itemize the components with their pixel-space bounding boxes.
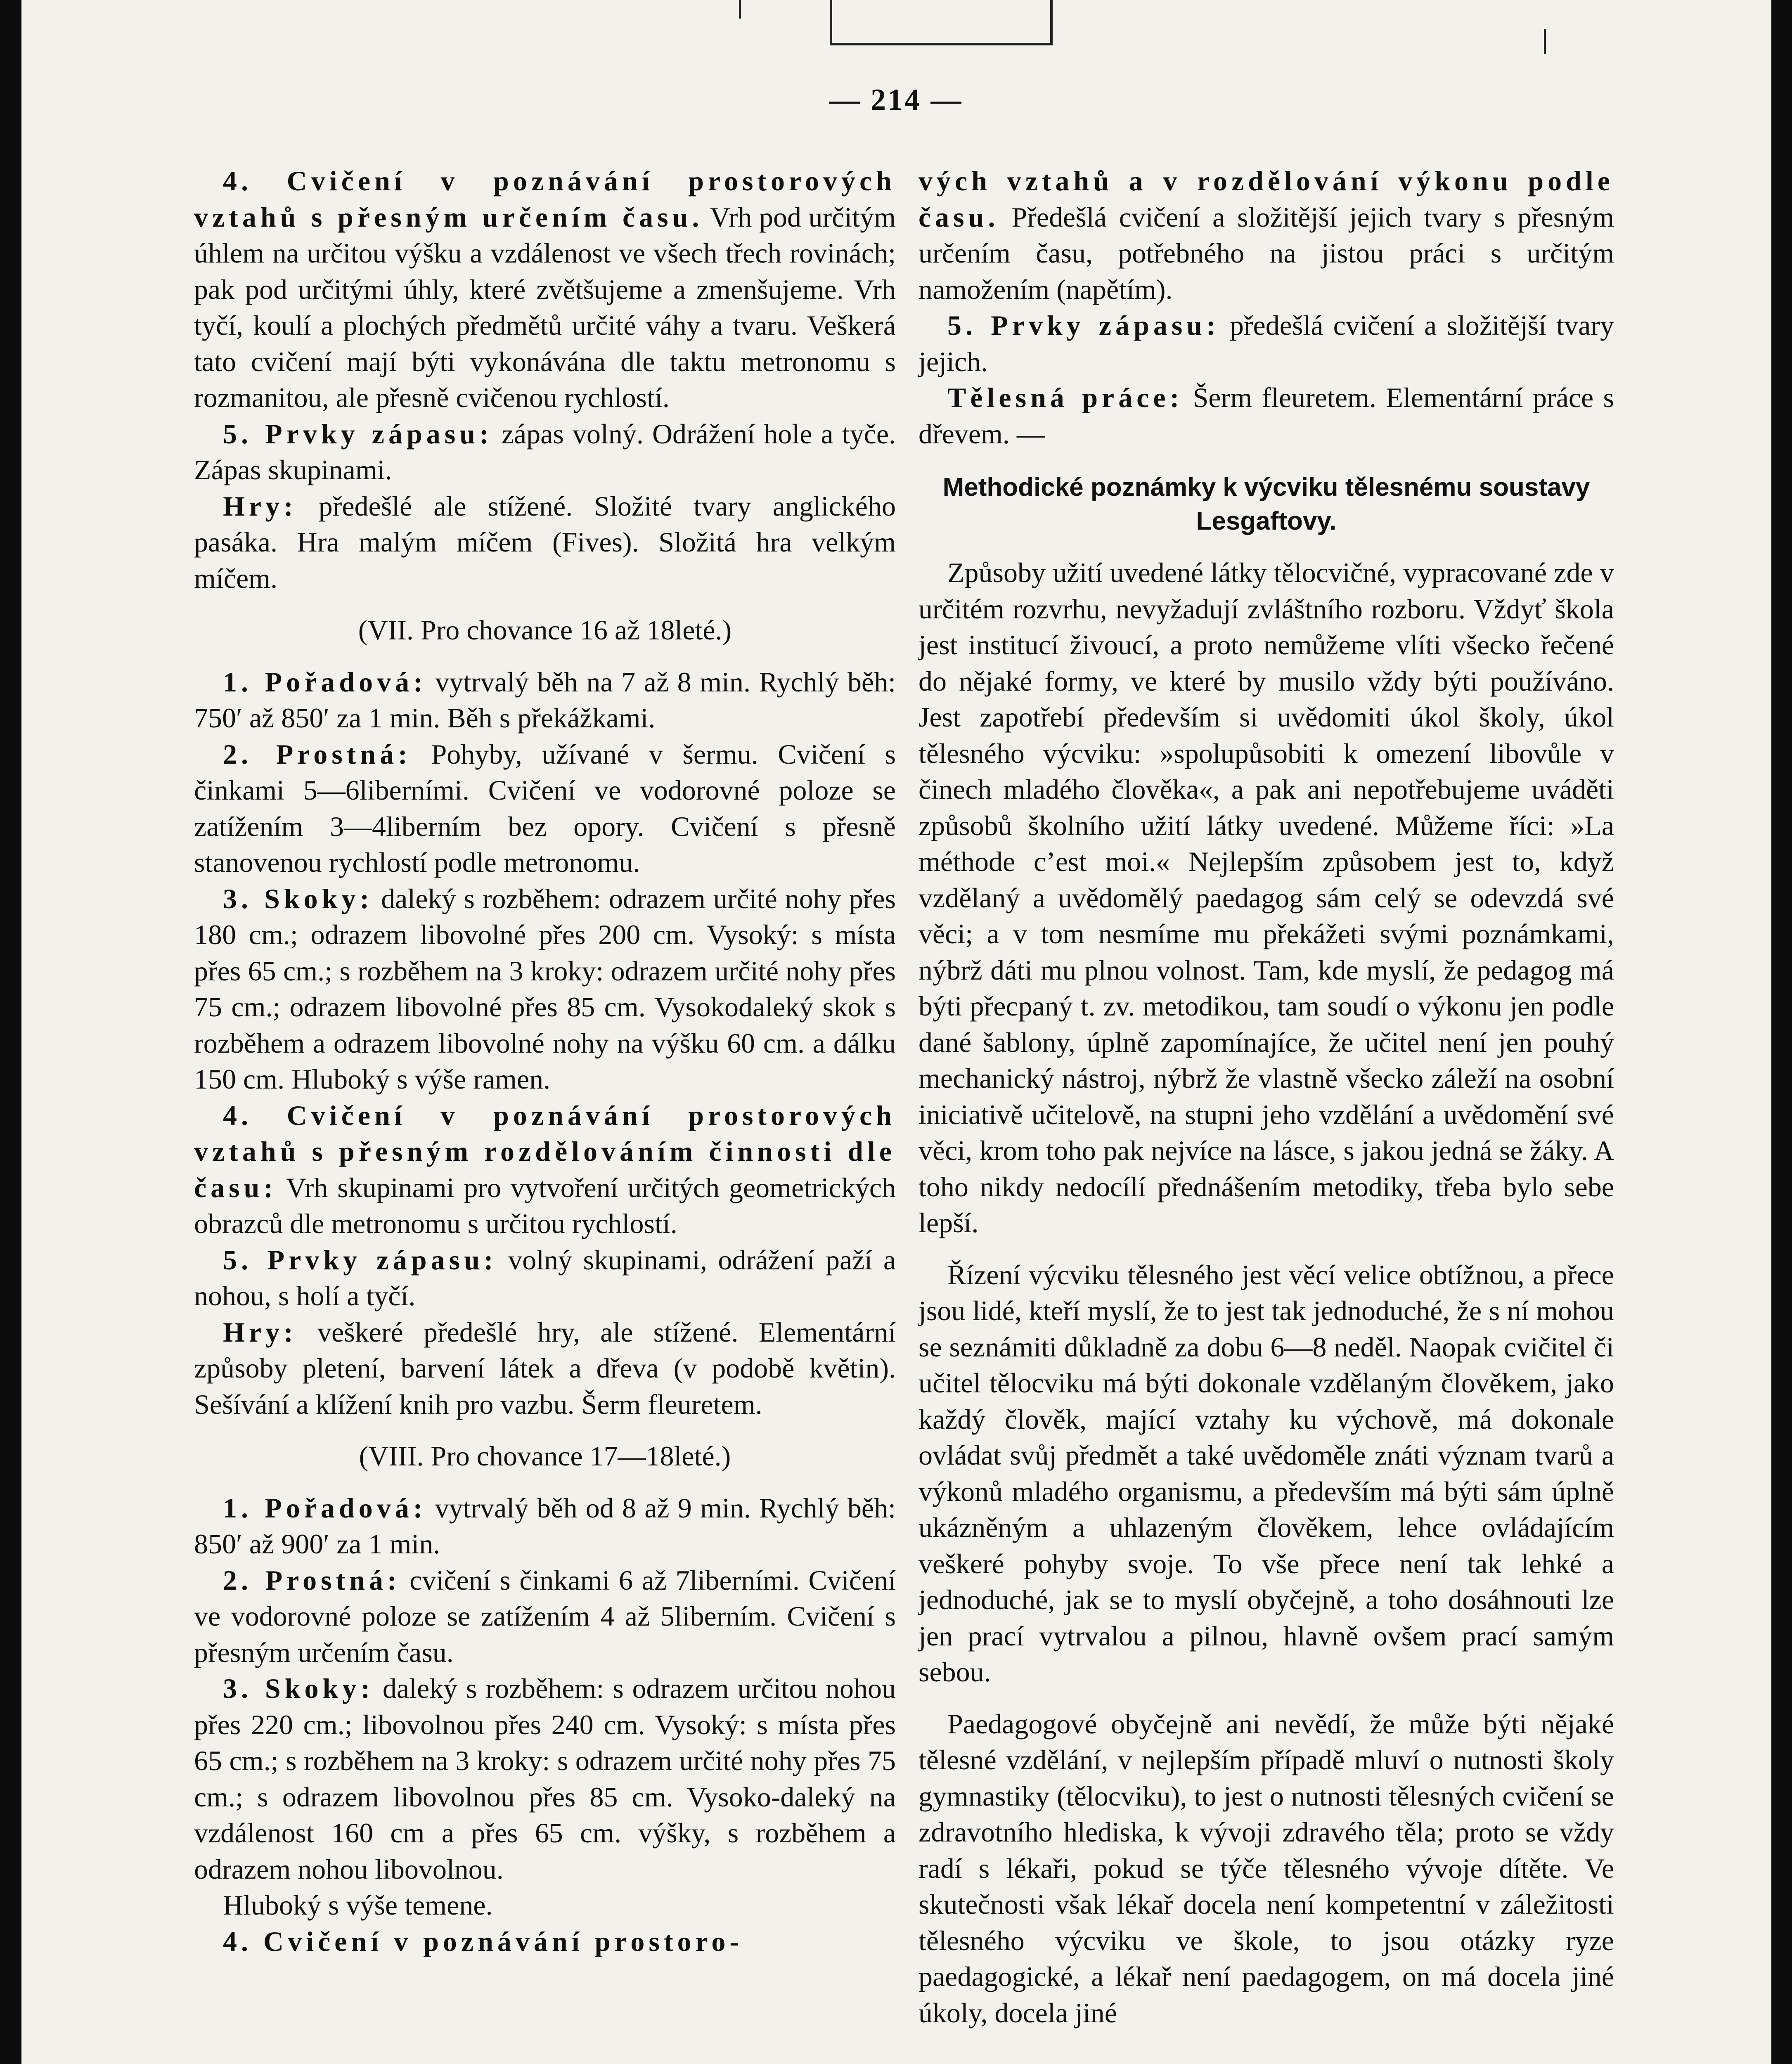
paragraph: 1. Pořadová: vytrvalý běh od 8 až 9 min. Rychlý běh: 850′ až 900′ za 1 min. <box>194 1492 896 1560</box>
paragraph: 5. Prvky zápasu: zápas volný. Odrážení hole a tyče. Zápas skupinami. <box>194 418 896 485</box>
section-title: Methodické poznámky k výcviku tělesnému soustavy Lesgaftovy. <box>942 473 1590 535</box>
left-column <box>194 163 896 1960</box>
paragraph: 5. Prvky zápasu: předešlá cvičení a složitější tvary jejich. <box>918 310 1614 377</box>
paragraph: Tělesná práce: Šerm fleuretem. Elementární práce s dřevem. — <box>918 382 1614 450</box>
scan-border-right <box>1771 0 1792 2064</box>
binding-mark <box>830 0 1053 45</box>
paragraph: 2. Prostná: Pohyby, užívané v šermu. Cvičení s činkami 5—6liberními. Cvičení ve vodorovné poloze se zatížením 3—4liberním bez opory. Cvičení s přesně stanovenou rychlostí podle metronomu. <box>194 738 896 878</box>
paragraph: 4. Cvičení v poznávání prostorových vztahů s přesným rozdělováním činnosti dle času: Vrh skupinami pro vytvoření určitých geometrických obrazců dle metronomu s určitou rychlostí. <box>194 1099 896 1239</box>
paragraph: 4. Cvičení v poznávání prostorových vztahů s přesným určením času. Vrh pod určitým úhlem na určitou výšku a vzdálenost ve všech třech rovinách; pak pod určitými úhly, které zvětšujeme a zmenšujeme. Vrh tyčí, koulí a plochých předmětů určité váhy a tvaru. Veškerá tato cvičení mají býti vykonávána dle taktu metronomu s rozmanitou, ale přesně cvičenou rychlostí. <box>194 165 896 413</box>
paragraph: Řízení výcviku tělesného jest věcí velice obtížnou, a přece jsou lidé, kteří myslí, že to jest tak jednoduché, že s ní mohou se seznámiti důkladně za dobu 6—8 neděl. Naopak cvičitel či učitel tělocviku má býti dokonale vzdělaným člověkem, jako každý člověk, mající vztahy ku výchově, má dokonale ovládat svůj předmět a také uvědoměle znáti význam tvarů a výkonů mladého organismu, a především má býti sám úplně ukázněným a uhlazeným člověkem, lehce ovládajícím veškeré pohyby svoje. To vše přece není tak lehké a jednoduché, jak se to myslí obyčejně, a toho dosáhnouti lze jen prací vytrvalou a pilnou, hlavně ovšem prací samým sebou. <box>918 1259 1614 1688</box>
paragraph: Hry: veškeré předešlé hry, ale stížené. Elementární způsoby pletení, barvení látek a dřeva (v podobě květin). Sešívání a klížení knih pro vazbu. Šerm fleuretem. <box>194 1316 896 1420</box>
page-number: — 214 — <box>829 83 963 117</box>
paragraph: 3. Skoky: daleký s rozběhem: s odrazem určitou nohou přes 220 cm.; libovolnou přes 240 cm. Vysoký: s místa přes 65 cm.; s rozběhem na 3 kroky: s odrazem určité nohy přes 75 cm.; s odrazem libovolnou přes 85 cm. Vysoko-daleký na vzdálenost 160 cm a přes 65 cm. výšky, s rozběhem a odrazem nohou libovolnou. <box>194 1673 896 1885</box>
scan-border-left <box>0 0 21 2064</box>
paragraph: 5. Prvky zápasu: volný skupinami, odrážení paží a nohou, s holí a tyčí. <box>194 1244 896 1311</box>
paragraph: Hluboký s výše temene. <box>223 1889 493 1921</box>
section-heading: (VII. Pro chovance 16 až 18leté.) <box>358 614 732 646</box>
section-heading: (VIII. Pro chovance 17—18leté.) <box>359 1440 731 1472</box>
paragraph: vých vztahů a v rozdělování výkonu podle času. Předešlá cvičení a složitější jejich tvary s přesným určením času, potřebného na jistou práci s určitým namožením (napětím). <box>918 165 1614 305</box>
paragraph: 1. Pořadová: vytrvalý běh na 7 až 8 min. Rychlý běh: 750′ až 850′ za 1 min. Běh s překážkami. <box>194 666 896 734</box>
scan-artifact <box>739 0 741 19</box>
paragraph: 4. Cvičení v poznávání prostoro- <box>223 1925 743 1957</box>
paragraph: Hry: předešlé ale stížené. Složité tvary anglického pasáka. Hra malým míčem (Fives). Složitá hra velkým míčem. <box>194 490 896 594</box>
right-column <box>918 163 1614 2031</box>
scan-artifact <box>1544 29 1546 54</box>
paragraph: 2. Prostná: cvičení s činkami 6 až 7liberními. Cvičení ve vodorovné poloze se zatížením 4 až 5liberním. Cvičení s přesným určením času. <box>194 1564 896 1668</box>
paragraph: Způsoby užití uvedené látky tělocvičné, vypracované zde v určitém rozvrhu, nevyžadují zvláštního rozboru. Vždyť škola jest institucí živoucí, a proto nemůžeme vlíti všecko řečené do nějaké formy, ve které by musilo vždy býti používáno. Jest zapotřebí především si uvědomiti úkol školy, úkol tělesného výcviku: »spolupůsobiti k omezení libovůle v činech mladého člověka«, a pak ani nepotřebujeme uváděti způsobů školního užití látky uvedené. Můžeme říci: »La méthode c’est moi.« Nejlepším způsobem jest to, když vzdělaný a uvědomělý paedagog sám celý se odevzdá své věci; a v tom nesmíme mu překážeti svými poznámkami, nýbrž dáti mu plnou volnost. Tam, kde myslí, že pedagog má býti přecpaný t. zv. metodikou, tam soudí o výkonu jen podle dané šablony, úplně zapomínajíce, že učitel není jen pouhý mechanický nástroj, nýbrž že vlastně všecko záleží na osobní iniciativě učitelově, na stupni jeho vzdělání a uvědomění své věci, krom toho pak nejvíce na lásce, s jakou jedná se žáky. A toho nikdy nedocílí přednášením metodiky, třeba bylo sebe lepší. <box>918 557 1614 1238</box>
paragraph: Paedagogové obyčejně ani nevědí, že může býti nějaké tělesné vzdělání, v nejlepším případě mluví o nutnosti školy gymnastiky (tělocviku), to jest o nutnosti tělesných cvičení se zdravotního hlediska, k vývoji zdravého těla; proto se vždy radí s lékaři, pokud se týče tělesného vývoje dítěte. Ve skutečnosti však lékař docela není kompetentní v záležitosti tělesného výcviku ve škole, to jsou otázky ryze paedagogické, a lékař není paedagogem, on má docela jiné úkoly, docela jiné <box>918 1708 1614 2028</box>
paragraph: 3. Skoky: daleký s rozběhem: odrazem určité nohy přes 180 cm.; odrazem libovolné přes 200 cm. Vysoký: s místa přes 65 cm.; s rozběhem na 3 kroky: odrazem určité nohy přes 75 cm.; odrazem libovolné přes 85 cm. Vysokodaleký skok s rozběhem a odrazem libovolné nohy na výšku 60 cm. a dálku 150 cm. Hluboký s výše ramen. <box>194 883 896 1095</box>
